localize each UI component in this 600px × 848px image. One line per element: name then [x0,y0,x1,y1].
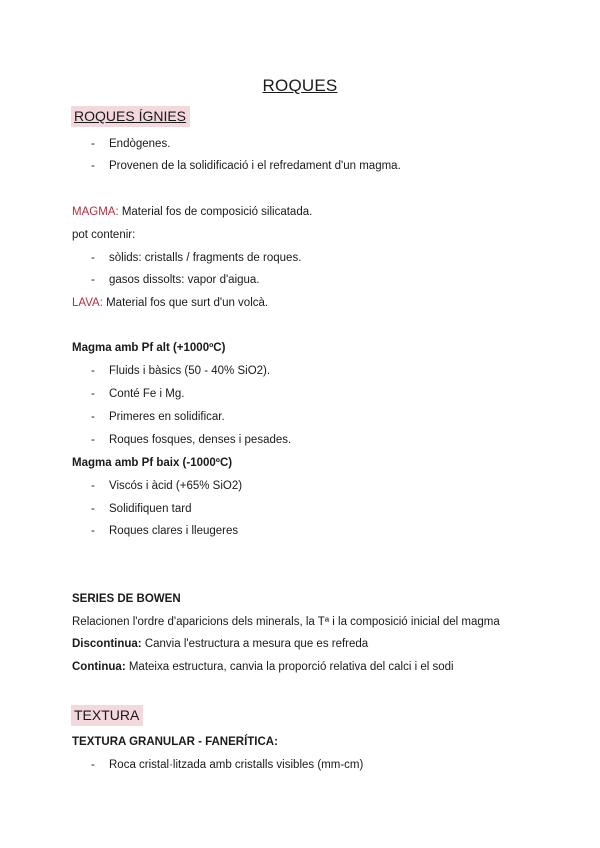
list-item: - Primeres en solidificar. [91,411,225,423]
list-item: - Provenen de la solidificació i el refredament d'un magma. [91,160,401,172]
list-item: - Roca cristal·litzada amb cristalls visibles (mm-cm) [91,759,364,771]
term-lava: LAVA: [72,297,103,309]
definition-continua: Continua: Mateixa estructura, canvia la proporció relativa del calci i el sodi [72,661,454,673]
list-item: - sòlids: cristalls / fragments de roques. [91,252,302,264]
section-heading-text: ROQUES ÍGNIES [71,106,190,127]
list-item: - Endògenes. [91,138,171,150]
list-item: - Viscós i àcid (+65% SiO2) [91,480,243,492]
definition-lava: LAVA: Material fos que surt d'un volcà. [72,297,269,309]
list-item: - Roques fosques, denses i pesades. [91,434,292,446]
subheading-textura-granular: TEXTURA GRANULAR - FANERÍTICA: [72,736,278,748]
term-magma: MAGMA: [72,206,119,218]
subheading-magma-baix: Magma amb Pf baix (-1000ºC) [72,457,233,469]
list-item: - Conté Fe i Mg. [91,388,185,400]
subheading-magma-alt: Magma amb Pf alt (+1000ºC) [72,342,226,354]
list-item: - Roques clares i lleugeres [91,525,239,537]
definition-discontinua: Discontinua: Canvia l'estructura a mesura que es refreda [72,638,369,650]
section-heading-text: TEXTURA [71,705,143,726]
text-bowen-intro: Relacionen l'ordre d'aparicions dels minerals, la Tª i la composició inicial del magma [72,616,500,628]
page-title: ROQUES [262,76,338,95]
list-item: - gasos dissolts: vapor d'aigua. [91,274,260,286]
list-item: - Fluids i bàsics (50 - 40% SiO2). [91,365,271,377]
subheading-series-bowen: SERIES DE BOWEN [72,593,181,605]
definition-magma: MAGMA: Material fos de composició silicatada. [72,206,313,218]
term-discontinua: Discontinua: [72,638,142,650]
section-heading-textura [71,707,143,723]
section-heading-roques-ignies [71,108,190,124]
term-continua: Continua: [72,661,126,673]
text-pot-contenir: pot contenir: [72,229,136,241]
list-item: - Solidifiquen tard [91,503,192,515]
